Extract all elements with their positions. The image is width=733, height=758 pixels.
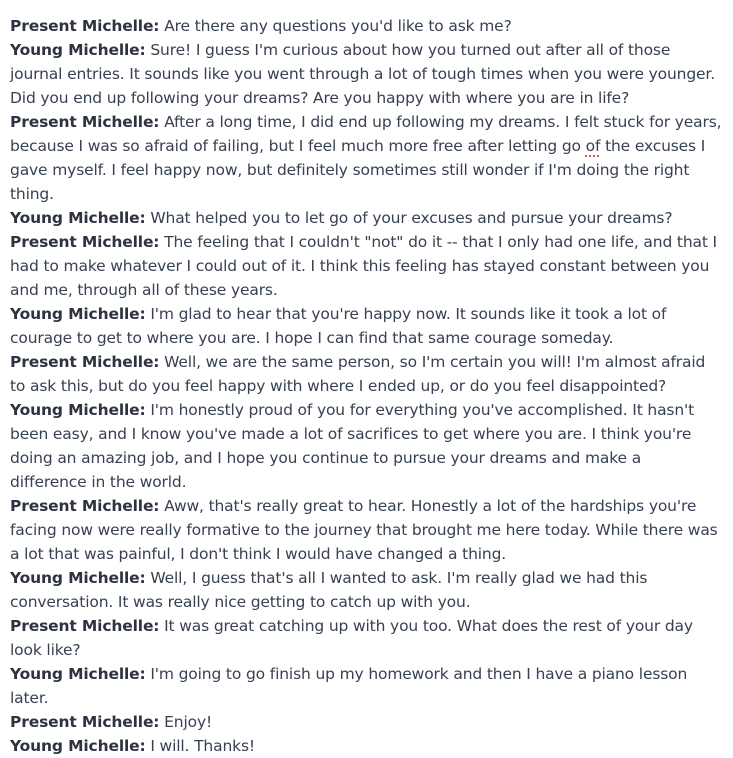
dialogue-line bbox=[10, 38, 722, 110]
speaker-name: Present Michelle: bbox=[10, 713, 160, 731]
dialogue-text: Are there any questions you'd like to ask me? bbox=[164, 17, 512, 35]
dialogue-text: I will. Thanks! bbox=[150, 737, 255, 755]
dialogue-transcript bbox=[10, 14, 722, 758]
speaker-name: Young Michelle: bbox=[10, 41, 146, 59]
dialogue-line bbox=[10, 614, 722, 662]
spellcheck-flagged-word[interactable]: of bbox=[585, 137, 601, 155]
dialogue-text: What helped you to let go of your excuses and pursue your dreams? bbox=[150, 209, 673, 227]
dialogue-text: Well, we are the same person, so I'm certain you will! I'm almost afraid to ask this, but do you feel happy with where I ended up, or do you feel disappointed? bbox=[10, 353, 706, 395]
speaker-name: Present Michelle: bbox=[10, 233, 160, 251]
dialogue-text: The feeling that I couldn't "not" do it -- that I only had one life, and that I had to make whatever I could out of it. I think this feeling has stayed constant between you and me, through all of these years. bbox=[10, 233, 717, 299]
dialogue-text: Enjoy! bbox=[164, 713, 213, 731]
dialogue-text: I'm glad to hear that you're happy now. It sounds like it took a lot of courage to get to where you are. I hope I can find that same courage someday. bbox=[10, 305, 667, 347]
dialogue-line bbox=[10, 350, 722, 398]
speaker-name: Young Michelle: bbox=[10, 665, 146, 683]
dialogue-line bbox=[10, 110, 722, 206]
dialogue-line bbox=[10, 662, 722, 710]
speaker-name: Young Michelle: bbox=[10, 305, 146, 323]
speaker-name: Young Michelle: bbox=[10, 737, 146, 755]
dialogue-text: It was great catching up with you too. What does the rest of your day look like? bbox=[10, 617, 693, 659]
dialogue-line bbox=[10, 14, 722, 38]
dialogue-text: Sure! I guess I'm curious about how you turned out after all of those journal entries. It sounds like you went through a lot of tough times when you were younger. Did you end up following your dreams? Are you happy with where you are in life? bbox=[10, 41, 715, 107]
speaker-name: Present Michelle: bbox=[10, 353, 160, 371]
speaker-name: Young Michelle: bbox=[10, 569, 146, 587]
dialogue-line bbox=[10, 302, 722, 350]
dialogue-line bbox=[10, 230, 722, 302]
speaker-name: Present Michelle: bbox=[10, 497, 160, 515]
dialogue-line bbox=[10, 494, 722, 566]
dialogue-text: I'm honestly proud of you for everything you've accomplished. It hasn't been easy, and I know you've made a lot of sacrifices to get where you are. I think you're doing an amazing job, and I hope you continue to pursue your dreams and make a difference in the world. bbox=[10, 401, 695, 491]
dialogue-line bbox=[10, 734, 722, 758]
dialogue-text: the excuses I gave myself. I feel happy now, but definitely sometimes still wonder if I'm doing the right thing. bbox=[10, 137, 706, 203]
speaker-name: Present Michelle: bbox=[10, 113, 160, 131]
dialogue-text: I'm going to go finish up my homework and then I have a piano lesson later. bbox=[10, 665, 688, 707]
speaker-name: Present Michelle: bbox=[10, 17, 160, 35]
dialogue-text: Well, I guess that's all I wanted to ask. I'm really glad we had this conversation. It was really nice getting to catch up with you. bbox=[10, 569, 648, 611]
dialogue-text: After a long time, I did end up following my dreams. I felt stuck for years, because I was so afraid of failing, but I feel much more free after letting go bbox=[10, 113, 722, 155]
dialogue-line bbox=[10, 710, 722, 734]
dialogue-text: Aww, that's really great to hear. Honestly a lot of the hardships you're facing now were really formative to the journey that brought me here today. While there was a lot that was painful, I don't think I would have changed a thing. bbox=[10, 497, 718, 563]
dialogue-line bbox=[10, 566, 722, 614]
speaker-name: Young Michelle: bbox=[10, 401, 146, 419]
dialogue-line bbox=[10, 206, 722, 230]
dialogue-line bbox=[10, 398, 722, 494]
speaker-name: Young Michelle: bbox=[10, 209, 146, 227]
speaker-name: Present Michelle: bbox=[10, 617, 160, 635]
